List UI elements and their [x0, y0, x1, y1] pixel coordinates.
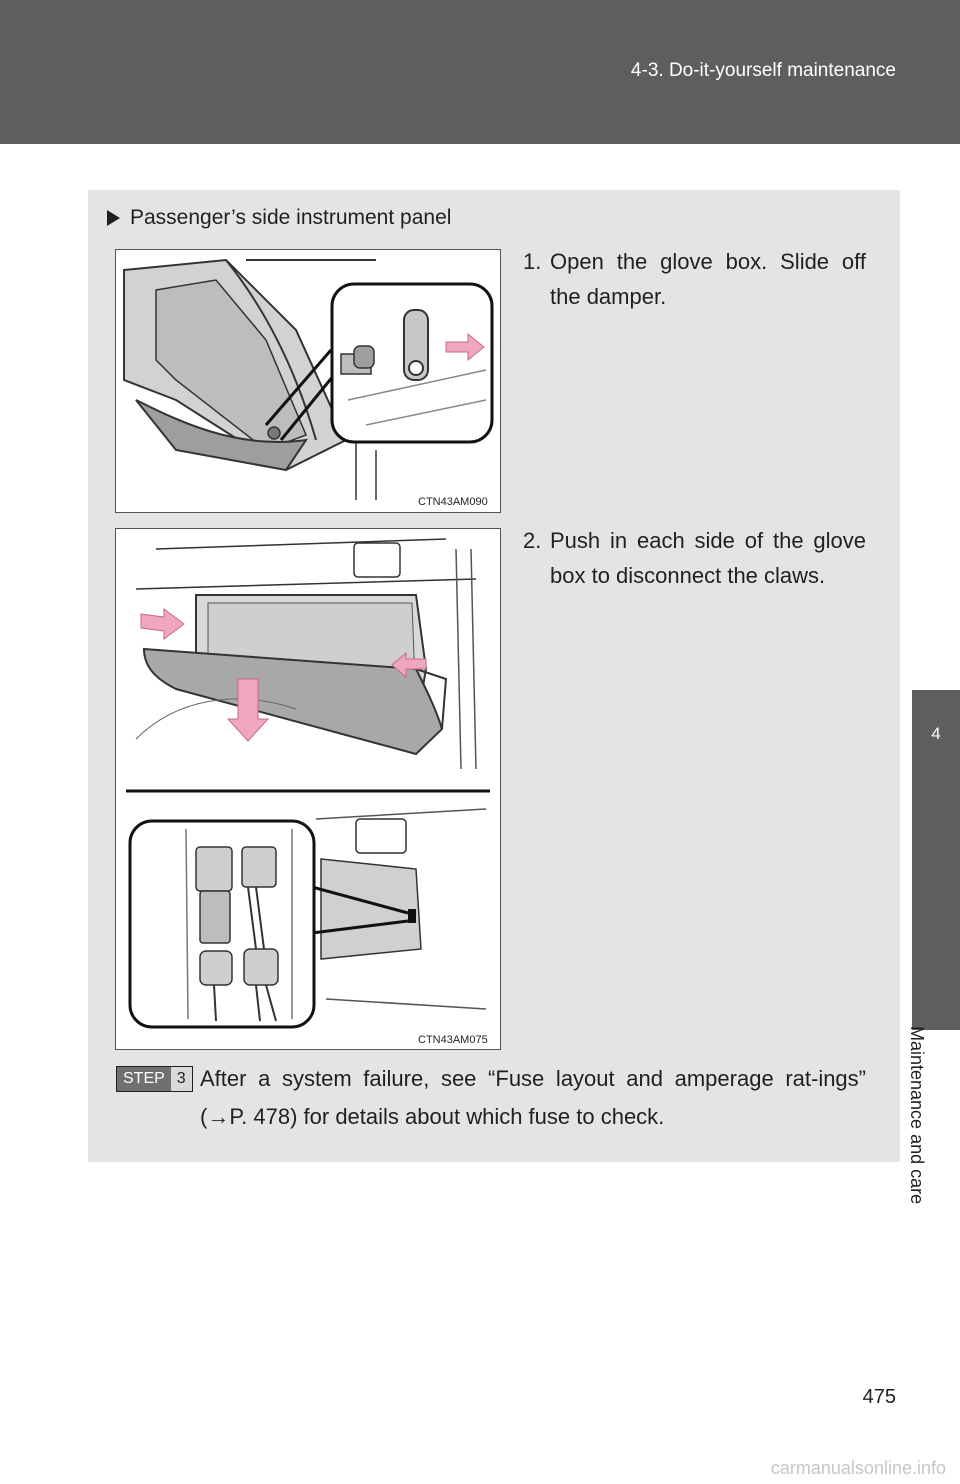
step-1 — [523, 244, 866, 314]
section-heading — [107, 206, 451, 230]
illustration-claws — [115, 528, 501, 1050]
glove-box-removal-drawing — [116, 529, 500, 1049]
step-2 — [523, 523, 866, 593]
step-number: 1. — [523, 249, 542, 274]
triangle-bullet-icon — [107, 210, 120, 226]
illustration-code: CTN43AM090 — [418, 496, 488, 508]
step-text: Open the glove box. Slide off the damper. — [550, 249, 866, 309]
step-badge-number: 3 — [176, 1070, 186, 1087]
glove-box-damper-drawing — [116, 250, 500, 512]
illustration-code: CTN43AM075 — [418, 1034, 488, 1046]
step-text: Push in each side of the glove box to disconnect the claws. — [550, 528, 866, 588]
watermark: carmanualsonline.info — [770, 1458, 946, 1478]
chapter-label: Maintenance and care — [907, 1026, 927, 1205]
page-number: 475 — [862, 1386, 896, 1408]
chapter-number: 4 — [931, 724, 941, 743]
step-3-text: After a system failure, see “Fuse layout and amperage rat-ings” (→P. 478) for details about which fuse to check. — [200, 1066, 866, 1129]
illustration-damper — [115, 249, 501, 513]
step-badge-word: STEP — [117, 1067, 171, 1091]
section-heading-text: Passenger’s side instrument panel — [130, 206, 452, 229]
chapter-label-wrap — [907, 1026, 955, 1286]
section-title: 4-3. Do-it-yourself maintenance — [630, 60, 896, 81]
step-number: 2. — [523, 528, 542, 553]
step-badge — [116, 1066, 193, 1092]
